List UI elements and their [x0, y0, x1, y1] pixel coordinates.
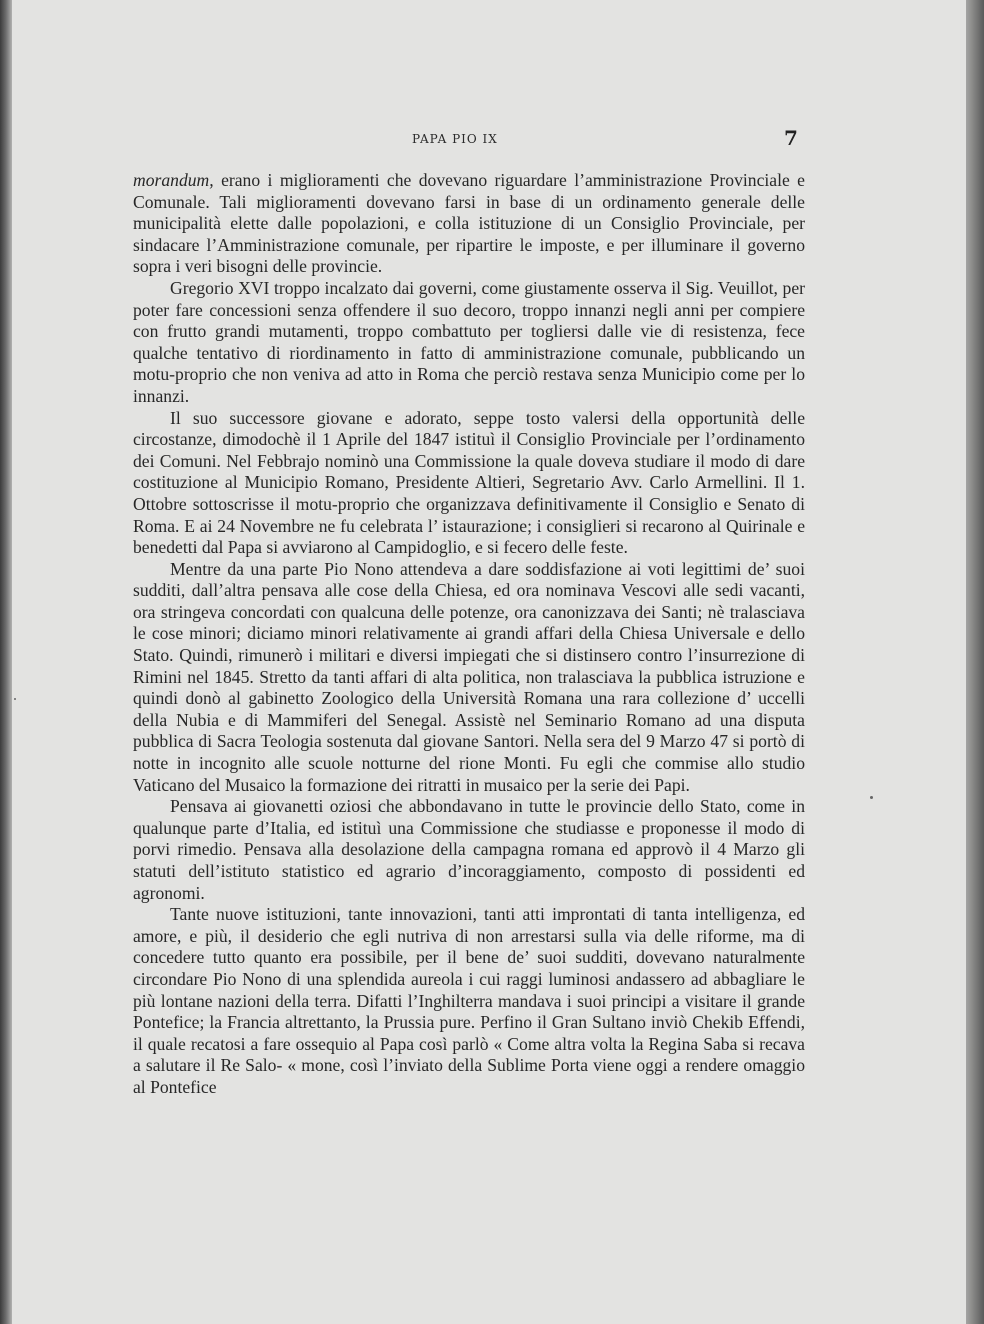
paragraph-text: Pensava ai giovanetti oziosi che abbondavano in tutte le provincie dello Stato, come in qualunque parte d’Italia, ed istituì una Commissione che studiasse e proponesse il modo di porvi rimedio. Pensava alla desolazione della campagna romana ed approvò il 4 Marzo gli statuti dell’istituto statistico ed agrario d’incoraggiamento, composto di possidenti ed agronomi. — [133, 796, 805, 903]
paragraph-text: Il suo successore giovane e adorato, seppe tosto valersi della opportunità delle circostanze, dimodochè il 1 Aprile del 1847 istituì il Consiglio Provinciale per l’ordinamento dei Comuni. Nel Febbrajo nominò una Commissione la quale doveva studiare il modo di dare costituzione al Municipio Romano, Presidente Altieri, Segretario Avv. Carlo Armellini. Il 1. Ottobre sottoscrisse il motu-proprio che organizzava definitivamente il Consiglio e Senato di Roma. E ai 24 Novembre ne fu celebrata l’ istaurazione; i consiglieri si recarono al Quirinale e benedetti dal Papa si avviarono al Campidoglio, e si fecero delle feste. — [133, 407, 805, 558]
paragraph-text: Mentre da una parte Pio Nono attendeva a dare soddisfazione ai voti legittimi de’ suoi sudditi, dall’altra pensava alle cose della Chiesa, ed ora nominava Vescovi alle sedi vacanti, ora stringeva concordati con qualcuna delle potenze, ora canonizzava dei Santi; nè tralasciava le cose minori; diciamo minori relativamente ai grandi affari della Chiesa Universale e dello Stato. Quindi, rimunerò i militari e diversi impiegati che si distinsero contro l’insurrezione di Rimini nel 1845. Stretto da tanti affari di alta politica, non tralasciava la pubblica istruzione e quindi donò al gabinetto Zoologico della Università Romana una rara collezione d’ uccelli della Nubia e di Mammiferi del Senegal. Assistè nel Seminario Romano ad una disputa pubblica di Sacra Teologia sostenuta dal giovane Santori. Nella sera del 9 Marzo 47 si portò di notte in incognito alle scuole notturne del rione Monti. Fu egli che commise allo studio Vaticano del Musaico la formazione dei ritratti in musaico per la serie dei Papi. — [133, 558, 805, 795]
paper-speck — [14, 698, 16, 700]
body-text — [133, 170, 805, 1099]
paragraph-lead-italic: morandum, — [133, 170, 214, 190]
paragraph-text: Gregorio XVI troppo incalzato dai governi, come giustamente osserva il Sig. Veuillot, per poter fare concessioni senza offendere il suo decoro, troppo innanzi negli anni per compiere con frutto grandi mutamenti, troppo combattuto per togliersi dalle vie di resistenza, fece qualche tentativo di riordinamento in fatto di amministrazione comunale, pubblicando un motu-proprio che non veniva ad atto in Roma che perciò restava senza Municipio come per lo innanzi. — [133, 277, 805, 406]
paragraph-text: Tante nuove istituzioni, tante innovazioni, tanti atti improntati di tanta intelligenza, ed amore, e più, il desiderio che egli nutriva di non arrestarsi sulla via delle riforme, ma di concedere tutto quanto era possibile, per il bene de’ suoi sudditi, dovevano naturalmente circondare Pio Nono di una splendida aureola i cui raggi luminosi andassero ad abbagliare le più lontane nazioni della terra. Difatti l’Inghilterra mandava i suoi principi a visitare il grande Pontefice; la Francia altrettanto, la Prussia pure. Perfino il Gran Sultano inviò Chekib Effendi, il quale recatosi a fare ossequio al Papa così parlò « Come altra volta la Regina Saba si recava a salutare il Re Salo- « mone, così l’inviato della Sublime Porta viene oggi a rendere omaggio al Pontefice — [133, 904, 805, 1097]
paragraph — [133, 408, 805, 559]
paper-speck — [870, 796, 873, 799]
paragraph — [133, 796, 805, 904]
running-head: PAPA PIO IX — [412, 132, 498, 146]
paragraph — [133, 170, 805, 278]
paragraph-text: erano i miglioramenti che dovevano riguardare l’amministrazione Provinciale e Comunale. Tali miglioramenti dovevano farsi in base di un ordinamento generale delle municipalità elette dalle popolazioni, e colla istituzione di un Consiglio Provinciale, per sindacare l’Amministrazione comunale, per ripartire le imposte, e per illuminare il governo sopra i veri bisogni delle provincie. — [133, 170, 805, 277]
page-number: 7 — [784, 126, 798, 150]
paragraph — [133, 278, 805, 408]
page-header — [12, 126, 966, 156]
paragraph — [133, 559, 805, 797]
paragraph — [133, 904, 805, 1098]
book-page — [12, 0, 966, 1324]
